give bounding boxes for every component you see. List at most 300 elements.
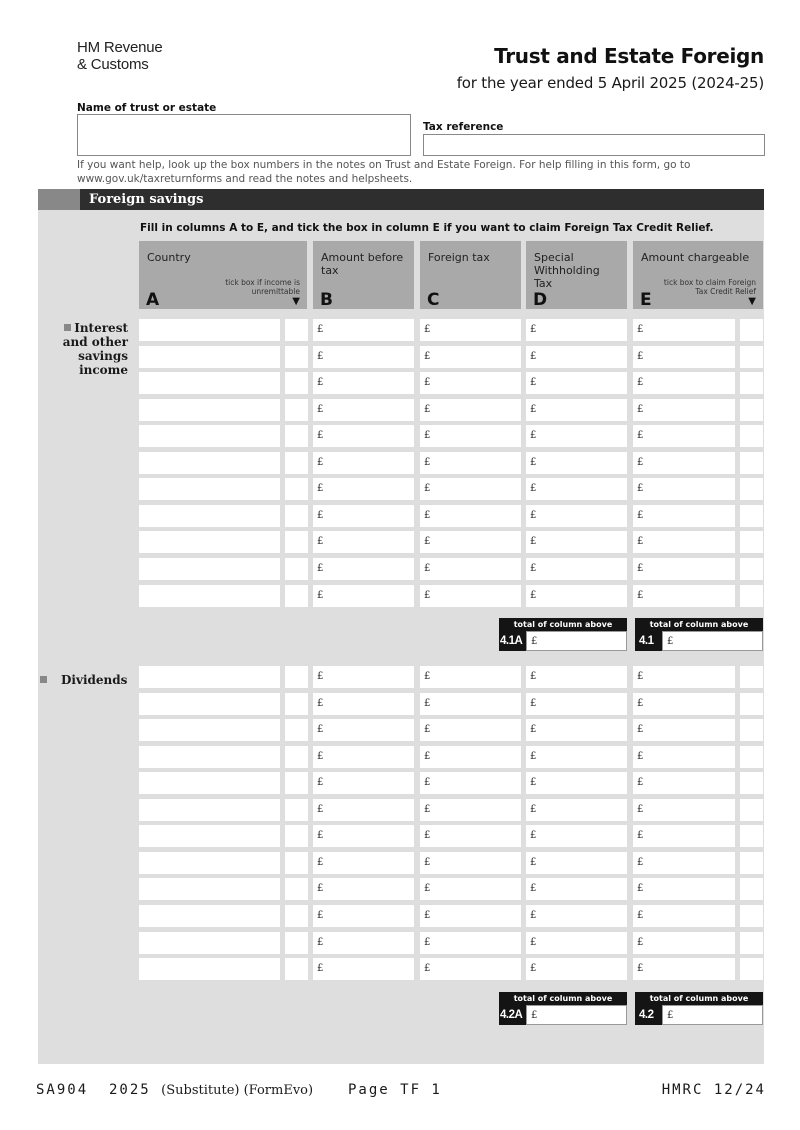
pound-sign: £ (530, 404, 537, 415)
special-withholding-tax-input[interactable] (526, 746, 627, 768)
foreign-tax-input[interactable] (420, 531, 521, 553)
pound-sign: £ (637, 937, 644, 948)
pound-sign: £ (530, 351, 537, 362)
special-withholding-tax-input[interactable] (526, 531, 627, 553)
ftcr-checkbox[interactable] (740, 399, 763, 421)
pound-sign: £ (317, 404, 324, 415)
amount-before-tax-input[interactable] (313, 452, 414, 474)
pound-sign: £ (637, 404, 644, 415)
pound-sign: £ (317, 590, 324, 601)
column-header-d (526, 241, 627, 309)
unremittable-checkbox[interactable] (285, 531, 308, 553)
column-a-letter: A (146, 290, 160, 310)
pound-sign: £ (637, 324, 644, 335)
foreign-tax-input[interactable] (420, 372, 521, 394)
amount-before-tax-input[interactable] (313, 799, 414, 821)
pound-sign: £ (530, 751, 537, 762)
special-withholding-tax-input[interactable] (526, 905, 627, 927)
foreign-tax-input[interactable] (420, 505, 521, 527)
amount-before-tax-input[interactable] (313, 772, 414, 794)
country-input[interactable] (139, 346, 280, 368)
pound-sign: £ (317, 724, 324, 735)
amount-before-tax-input[interactable] (313, 958, 414, 980)
country-input[interactable] (139, 852, 280, 874)
ftcr-checkbox[interactable] (740, 693, 763, 715)
pound-sign: £ (317, 377, 324, 388)
pound-sign: £ (317, 883, 324, 894)
amount-before-tax-input[interactable] (313, 319, 414, 341)
amount-before-tax-input[interactable] (313, 505, 414, 527)
pound-sign: £ (530, 563, 537, 574)
amount-chargeable-input[interactable] (633, 825, 735, 847)
name-label: Name of trust or estate (77, 102, 217, 114)
pound-sign: £ (424, 937, 431, 948)
unremittable-checkbox[interactable] (285, 958, 308, 980)
amount-chargeable-input[interactable] (633, 693, 735, 715)
special-withholding-tax-input[interactable] (526, 958, 627, 980)
amount-before-tax-input[interactable] (313, 905, 414, 927)
help-text: If you want help, look up the box numbers in the notes on Trust and Estate Foreign. For help filling in this form, go to www.gov.uk/taxreturnforms and read the notes and helpsheets. (77, 159, 691, 185)
amount-before-tax-input[interactable] (313, 746, 414, 768)
foreign-tax-input[interactable] (420, 932, 521, 954)
unremittable-checkbox[interactable] (285, 905, 308, 927)
pound-sign: £ (317, 963, 324, 974)
pound-sign: £ (424, 804, 431, 815)
ftcr-checkbox[interactable] (740, 905, 763, 927)
pound-sign: £ (637, 457, 644, 468)
pound-sign: £ (424, 698, 431, 709)
foreign-tax-input[interactable] (420, 558, 521, 580)
tax-reference-input[interactable] (423, 134, 765, 156)
ftcr-checkbox[interactable] (740, 425, 763, 447)
foreign-tax-input[interactable] (420, 319, 521, 341)
amount-chargeable-input[interactable] (633, 399, 735, 421)
unremittable-checkbox[interactable] (285, 478, 308, 500)
pound-sign: £ (637, 377, 644, 388)
ftcr-checkbox[interactable] (740, 825, 763, 847)
group-label-interest (40, 321, 128, 377)
group-label-dividends-text: Dividends (61, 673, 128, 687)
pound-sign: £ (424, 510, 431, 521)
unremittable-checkbox[interactable] (285, 878, 308, 900)
amount-chargeable-input[interactable] (633, 719, 735, 741)
pound-sign: £ (530, 698, 537, 709)
special-withholding-tax-input[interactable] (526, 772, 627, 794)
total-caption: total of column above (513, 994, 613, 1003)
ftcr-checkbox[interactable] (740, 585, 763, 607)
amount-chargeable-input[interactable] (633, 905, 735, 927)
foreign-tax-input[interactable] (420, 585, 521, 607)
foreign-tax-input[interactable] (420, 346, 521, 368)
pound-sign: £ (530, 324, 537, 335)
pound-sign: £ (637, 590, 644, 601)
ftcr-checkbox[interactable] (740, 666, 763, 688)
country-input[interactable] (139, 772, 280, 794)
footer-version: HMRC 12/24 (661, 1082, 766, 1098)
column-header-e (633, 241, 763, 309)
ftcr-checkbox[interactable] (740, 852, 763, 874)
amount-before-tax-input[interactable] (313, 666, 414, 688)
amount-before-tax-input[interactable] (313, 558, 414, 580)
pound-sign: £ (317, 536, 324, 547)
pound-sign: £ (530, 377, 537, 388)
amount-before-tax-input[interactable] (313, 932, 414, 954)
special-withholding-tax-input[interactable] (526, 693, 627, 715)
country-input[interactable] (139, 719, 280, 741)
pound-sign: £ (637, 857, 644, 868)
unremittable-checkbox[interactable] (285, 852, 308, 874)
pound-sign: £ (637, 536, 644, 547)
country-input[interactable] (139, 558, 280, 580)
country-input[interactable] (139, 585, 280, 607)
pound-sign: £ (424, 883, 431, 894)
page-title: Trust and Estate Foreign (494, 44, 764, 68)
foreign-tax-input[interactable] (420, 719, 521, 741)
pound-sign: £ (530, 483, 537, 494)
ftcr-checkbox[interactable] (740, 505, 763, 527)
column-b-title: Amount before tax (321, 251, 404, 277)
column-d-letter: D (533, 290, 548, 310)
total-4-2a-input[interactable] (526, 1005, 627, 1025)
unremittable-checkbox[interactable] (285, 799, 308, 821)
country-input[interactable] (139, 399, 280, 421)
amount-before-tax-input[interactable] (313, 825, 414, 847)
unremittable-checkbox[interactable] (285, 372, 308, 394)
pound-sign: £ (317, 324, 324, 335)
amount-before-tax-input[interactable] (313, 399, 414, 421)
unremittable-checkbox[interactable] (285, 932, 308, 954)
ftcr-checkbox[interactable] (740, 958, 763, 980)
unremittable-checkbox[interactable] (285, 585, 308, 607)
amount-before-tax-input[interactable] (313, 346, 414, 368)
pound-sign: £ (424, 724, 431, 735)
total-caption: total of column above (649, 994, 749, 1003)
column-header-c (420, 241, 521, 309)
pound-sign: £ (667, 1010, 674, 1021)
foreign-tax-input[interactable] (420, 905, 521, 927)
pound-sign: £ (317, 857, 324, 868)
country-input[interactable] (139, 319, 280, 341)
pound-sign: £ (317, 430, 324, 441)
foreign-tax-input[interactable] (420, 666, 521, 688)
pound-sign: £ (424, 483, 431, 494)
pound-sign: £ (317, 777, 324, 788)
unremittable-checkbox[interactable] (285, 666, 308, 688)
foreign-tax-input[interactable] (420, 478, 521, 500)
special-withholding-tax-input[interactable] (526, 425, 627, 447)
amount-chargeable-input[interactable] (633, 319, 735, 341)
special-withholding-tax-input[interactable] (526, 852, 627, 874)
amount-chargeable-input[interactable] (633, 932, 735, 954)
country-input[interactable] (139, 825, 280, 847)
footer-form-code (36, 1082, 313, 1098)
column-a-note: tick box if income is unremittable (225, 278, 300, 296)
amount-before-tax-input[interactable] (313, 372, 414, 394)
unremittable-checkbox[interactable] (285, 425, 308, 447)
pound-sign: £ (424, 377, 431, 388)
country-input[interactable] (139, 478, 280, 500)
special-withholding-tax-input[interactable] (526, 558, 627, 580)
column-c-letter: C (427, 290, 440, 310)
foreign-tax-input[interactable] (420, 799, 521, 821)
foreign-tax-input[interactable] (420, 425, 521, 447)
pound-sign: £ (317, 698, 324, 709)
special-withholding-tax-input[interactable] (526, 346, 627, 368)
foreign-tax-input[interactable] (420, 452, 521, 474)
logo-line-1: HM Revenue (77, 39, 163, 56)
pound-sign: £ (637, 483, 644, 494)
unremittable-checkbox[interactable] (285, 319, 308, 341)
pound-sign: £ (317, 937, 324, 948)
amount-chargeable-input[interactable] (633, 585, 735, 607)
amount-chargeable-input[interactable] (633, 852, 735, 874)
foreign-tax-input[interactable] (420, 852, 521, 874)
ftcr-checkbox[interactable] (740, 319, 763, 341)
amount-chargeable-input[interactable] (633, 772, 735, 794)
ftcr-checkbox[interactable] (740, 478, 763, 500)
pound-sign: £ (530, 910, 537, 921)
amount-before-tax-input[interactable] (313, 478, 414, 500)
special-withholding-tax-input[interactable] (526, 372, 627, 394)
amount-chargeable-input[interactable] (633, 452, 735, 474)
pound-sign: £ (424, 324, 431, 335)
amount-chargeable-input[interactable] (633, 372, 735, 394)
special-withholding-tax-input[interactable] (526, 825, 627, 847)
pound-sign: £ (317, 910, 324, 921)
pound-sign: £ (637, 724, 644, 735)
pound-sign: £ (424, 404, 431, 415)
pound-sign: £ (530, 857, 537, 868)
down-arrow-icon: ▼ (748, 296, 756, 307)
ftcr-checkbox[interactable] (740, 346, 763, 368)
foreign-tax-input[interactable] (420, 878, 521, 900)
section-title: Foreign savings (80, 189, 764, 210)
ftcr-checkbox[interactable] (740, 932, 763, 954)
country-input[interactable] (139, 878, 280, 900)
box-number: 4.1A (500, 635, 523, 647)
amount-chargeable-input[interactable] (633, 478, 735, 500)
pound-sign: £ (530, 883, 537, 894)
amount-chargeable-input[interactable] (633, 666, 735, 688)
box-number: 4.1 (639, 635, 654, 647)
unremittable-checkbox[interactable] (285, 505, 308, 527)
unremittable-checkbox[interactable] (285, 772, 308, 794)
amount-chargeable-input[interactable] (633, 425, 735, 447)
foreign-tax-input[interactable] (420, 772, 521, 794)
pound-sign: £ (424, 910, 431, 921)
country-input[interactable] (139, 452, 280, 474)
amount-before-tax-input[interactable] (313, 693, 414, 715)
pound-sign: £ (424, 563, 431, 574)
foreign-tax-input[interactable] (420, 958, 521, 980)
amount-chargeable-input[interactable] (633, 505, 735, 527)
special-withholding-tax-input[interactable] (526, 505, 627, 527)
amount-chargeable-input[interactable] (633, 799, 735, 821)
pound-sign: £ (317, 751, 324, 762)
pound-sign: £ (637, 351, 644, 362)
special-withholding-tax-input[interactable] (526, 666, 627, 688)
country-input[interactable] (139, 799, 280, 821)
amount-before-tax-input[interactable] (313, 531, 414, 553)
special-withholding-tax-input[interactable] (526, 478, 627, 500)
logo-line-2: & Customs (77, 56, 149, 73)
pound-sign: £ (667, 636, 674, 647)
pound-sign: £ (530, 937, 537, 948)
unremittable-checkbox[interactable] (285, 452, 308, 474)
amount-chargeable-input[interactable] (633, 531, 735, 553)
amount-chargeable-input[interactable] (633, 558, 735, 580)
total-caption: total of column above (649, 620, 749, 629)
country-input[interactable] (139, 746, 280, 768)
amount-before-tax-input[interactable] (313, 425, 414, 447)
pound-sign: £ (530, 536, 537, 547)
total-caption: total of column above (513, 620, 613, 629)
amount-chargeable-input[interactable] (633, 346, 735, 368)
column-header-b (313, 241, 414, 309)
ftcr-checkbox[interactable] (740, 746, 763, 768)
pound-sign: £ (637, 671, 644, 682)
ftcr-checkbox[interactable] (740, 372, 763, 394)
square-bullet-icon (64, 324, 71, 331)
amount-chargeable-input[interactable] (633, 746, 735, 768)
unremittable-checkbox[interactable] (285, 746, 308, 768)
special-withholding-tax-input[interactable] (526, 719, 627, 741)
amount-before-tax-input[interactable] (313, 585, 414, 607)
pound-sign: £ (317, 563, 324, 574)
ftcr-checkbox[interactable] (740, 558, 763, 580)
ftcr-checkbox[interactable] (740, 799, 763, 821)
pound-sign: £ (424, 830, 431, 841)
tax-reference-label: Tax reference (423, 121, 504, 133)
foreign-tax-input[interactable] (420, 399, 521, 421)
ftcr-checkbox[interactable] (740, 772, 763, 794)
special-withholding-tax-input[interactable] (526, 399, 627, 421)
column-header-a (139, 241, 307, 309)
ftcr-checkbox[interactable] (740, 719, 763, 741)
country-input[interactable] (139, 958, 280, 980)
country-input[interactable] (139, 531, 280, 553)
pound-sign: £ (637, 830, 644, 841)
unremittable-checkbox[interactable] (285, 558, 308, 580)
group-label-interest-text: Interest and other savings income (62, 321, 128, 377)
special-withholding-tax-input[interactable] (526, 585, 627, 607)
special-withholding-tax-input[interactable] (526, 452, 627, 474)
pound-sign: £ (637, 910, 644, 921)
box-number: 4.2 (639, 1009, 654, 1021)
country-input[interactable] (139, 505, 280, 527)
column-e-letter: E (640, 290, 652, 310)
pound-sign: £ (424, 430, 431, 441)
unremittable-checkbox[interactable] (285, 399, 308, 421)
pound-sign: £ (531, 1010, 538, 1021)
section-bar-accent (38, 189, 80, 210)
pound-sign: £ (637, 883, 644, 894)
pound-sign: £ (317, 671, 324, 682)
form-code: SA904 2025 (36, 1082, 151, 1098)
unremittable-checkbox[interactable] (285, 719, 308, 741)
pound-sign: £ (637, 963, 644, 974)
special-withholding-tax-input[interactable] (526, 932, 627, 954)
column-e-note: tick box to claim Foreign Tax Credit Relief (663, 278, 756, 296)
unremittable-checkbox[interactable] (285, 693, 308, 715)
square-bullet-icon (40, 676, 47, 683)
amount-chargeable-input[interactable] (633, 878, 735, 900)
amount-before-tax-input[interactable] (313, 719, 414, 741)
box-number: 4.2A (500, 1009, 523, 1021)
pound-sign: £ (530, 963, 537, 974)
total-4-1-input[interactable] (662, 631, 763, 651)
pound-sign: £ (424, 671, 431, 682)
unremittable-checkbox[interactable] (285, 825, 308, 847)
special-withholding-tax-input[interactable] (526, 878, 627, 900)
pound-sign: £ (424, 751, 431, 762)
pound-sign: £ (530, 430, 537, 441)
ftcr-checkbox[interactable] (740, 878, 763, 900)
country-input[interactable] (139, 693, 280, 715)
pound-sign: £ (637, 777, 644, 788)
pound-sign: £ (530, 510, 537, 521)
amount-before-tax-input[interactable] (313, 852, 414, 874)
foreign-tax-input[interactable] (420, 825, 521, 847)
trust-name-input[interactable] (77, 114, 411, 156)
section-instruction: Fill in columns A to E, and tick the box in column E if you want to claim Foreign Tax Credit Relief. (140, 222, 714, 234)
pound-sign: £ (317, 830, 324, 841)
pound-sign: £ (424, 351, 431, 362)
pound-sign: £ (530, 830, 537, 841)
pound-sign: £ (637, 510, 644, 521)
pound-sign: £ (530, 724, 537, 735)
country-input[interactable] (139, 425, 280, 447)
pound-sign: £ (530, 777, 537, 788)
pound-sign: £ (530, 671, 537, 682)
column-c-title: Foreign tax (428, 251, 490, 264)
amount-before-tax-input[interactable] (313, 878, 414, 900)
total-4-2-input[interactable] (662, 1005, 763, 1025)
special-withholding-tax-input[interactable] (526, 319, 627, 341)
pound-sign: £ (317, 804, 324, 815)
total-box-4-2a (499, 992, 627, 1025)
pound-sign: £ (637, 563, 644, 574)
pound-sign: £ (317, 457, 324, 468)
ftcr-checkbox[interactable] (740, 452, 763, 474)
pound-sign: £ (637, 751, 644, 762)
special-withholding-tax-input[interactable] (526, 799, 627, 821)
page-subtitle: for the year ended 5 April 2025 (2024-25) (456, 74, 764, 92)
total-box-4-1 (635, 618, 763, 651)
foreign-tax-input[interactable] (420, 746, 521, 768)
country-input[interactable] (139, 666, 280, 688)
amount-chargeable-input[interactable] (633, 958, 735, 980)
country-input[interactable] (139, 905, 280, 927)
pound-sign: £ (317, 510, 324, 521)
column-d-title: Special Withholding Tax (534, 251, 600, 290)
foreign-tax-input[interactable] (420, 693, 521, 715)
column-e-title: Amount chargeable (641, 251, 750, 264)
form-suffix: (Substitute) (FormEvo) (161, 1083, 314, 1098)
country-input[interactable] (139, 372, 280, 394)
pound-sign: £ (424, 590, 431, 601)
pound-sign: £ (424, 536, 431, 547)
pound-sign: £ (637, 804, 644, 815)
unremittable-checkbox[interactable] (285, 346, 308, 368)
total-4-1a-input[interactable] (526, 631, 627, 651)
group-label-dividends (40, 673, 128, 687)
pound-sign: £ (424, 777, 431, 788)
pound-sign: £ (530, 804, 537, 815)
country-input[interactable] (139, 932, 280, 954)
ftcr-checkbox[interactable] (740, 531, 763, 553)
pound-sign: £ (531, 636, 538, 647)
